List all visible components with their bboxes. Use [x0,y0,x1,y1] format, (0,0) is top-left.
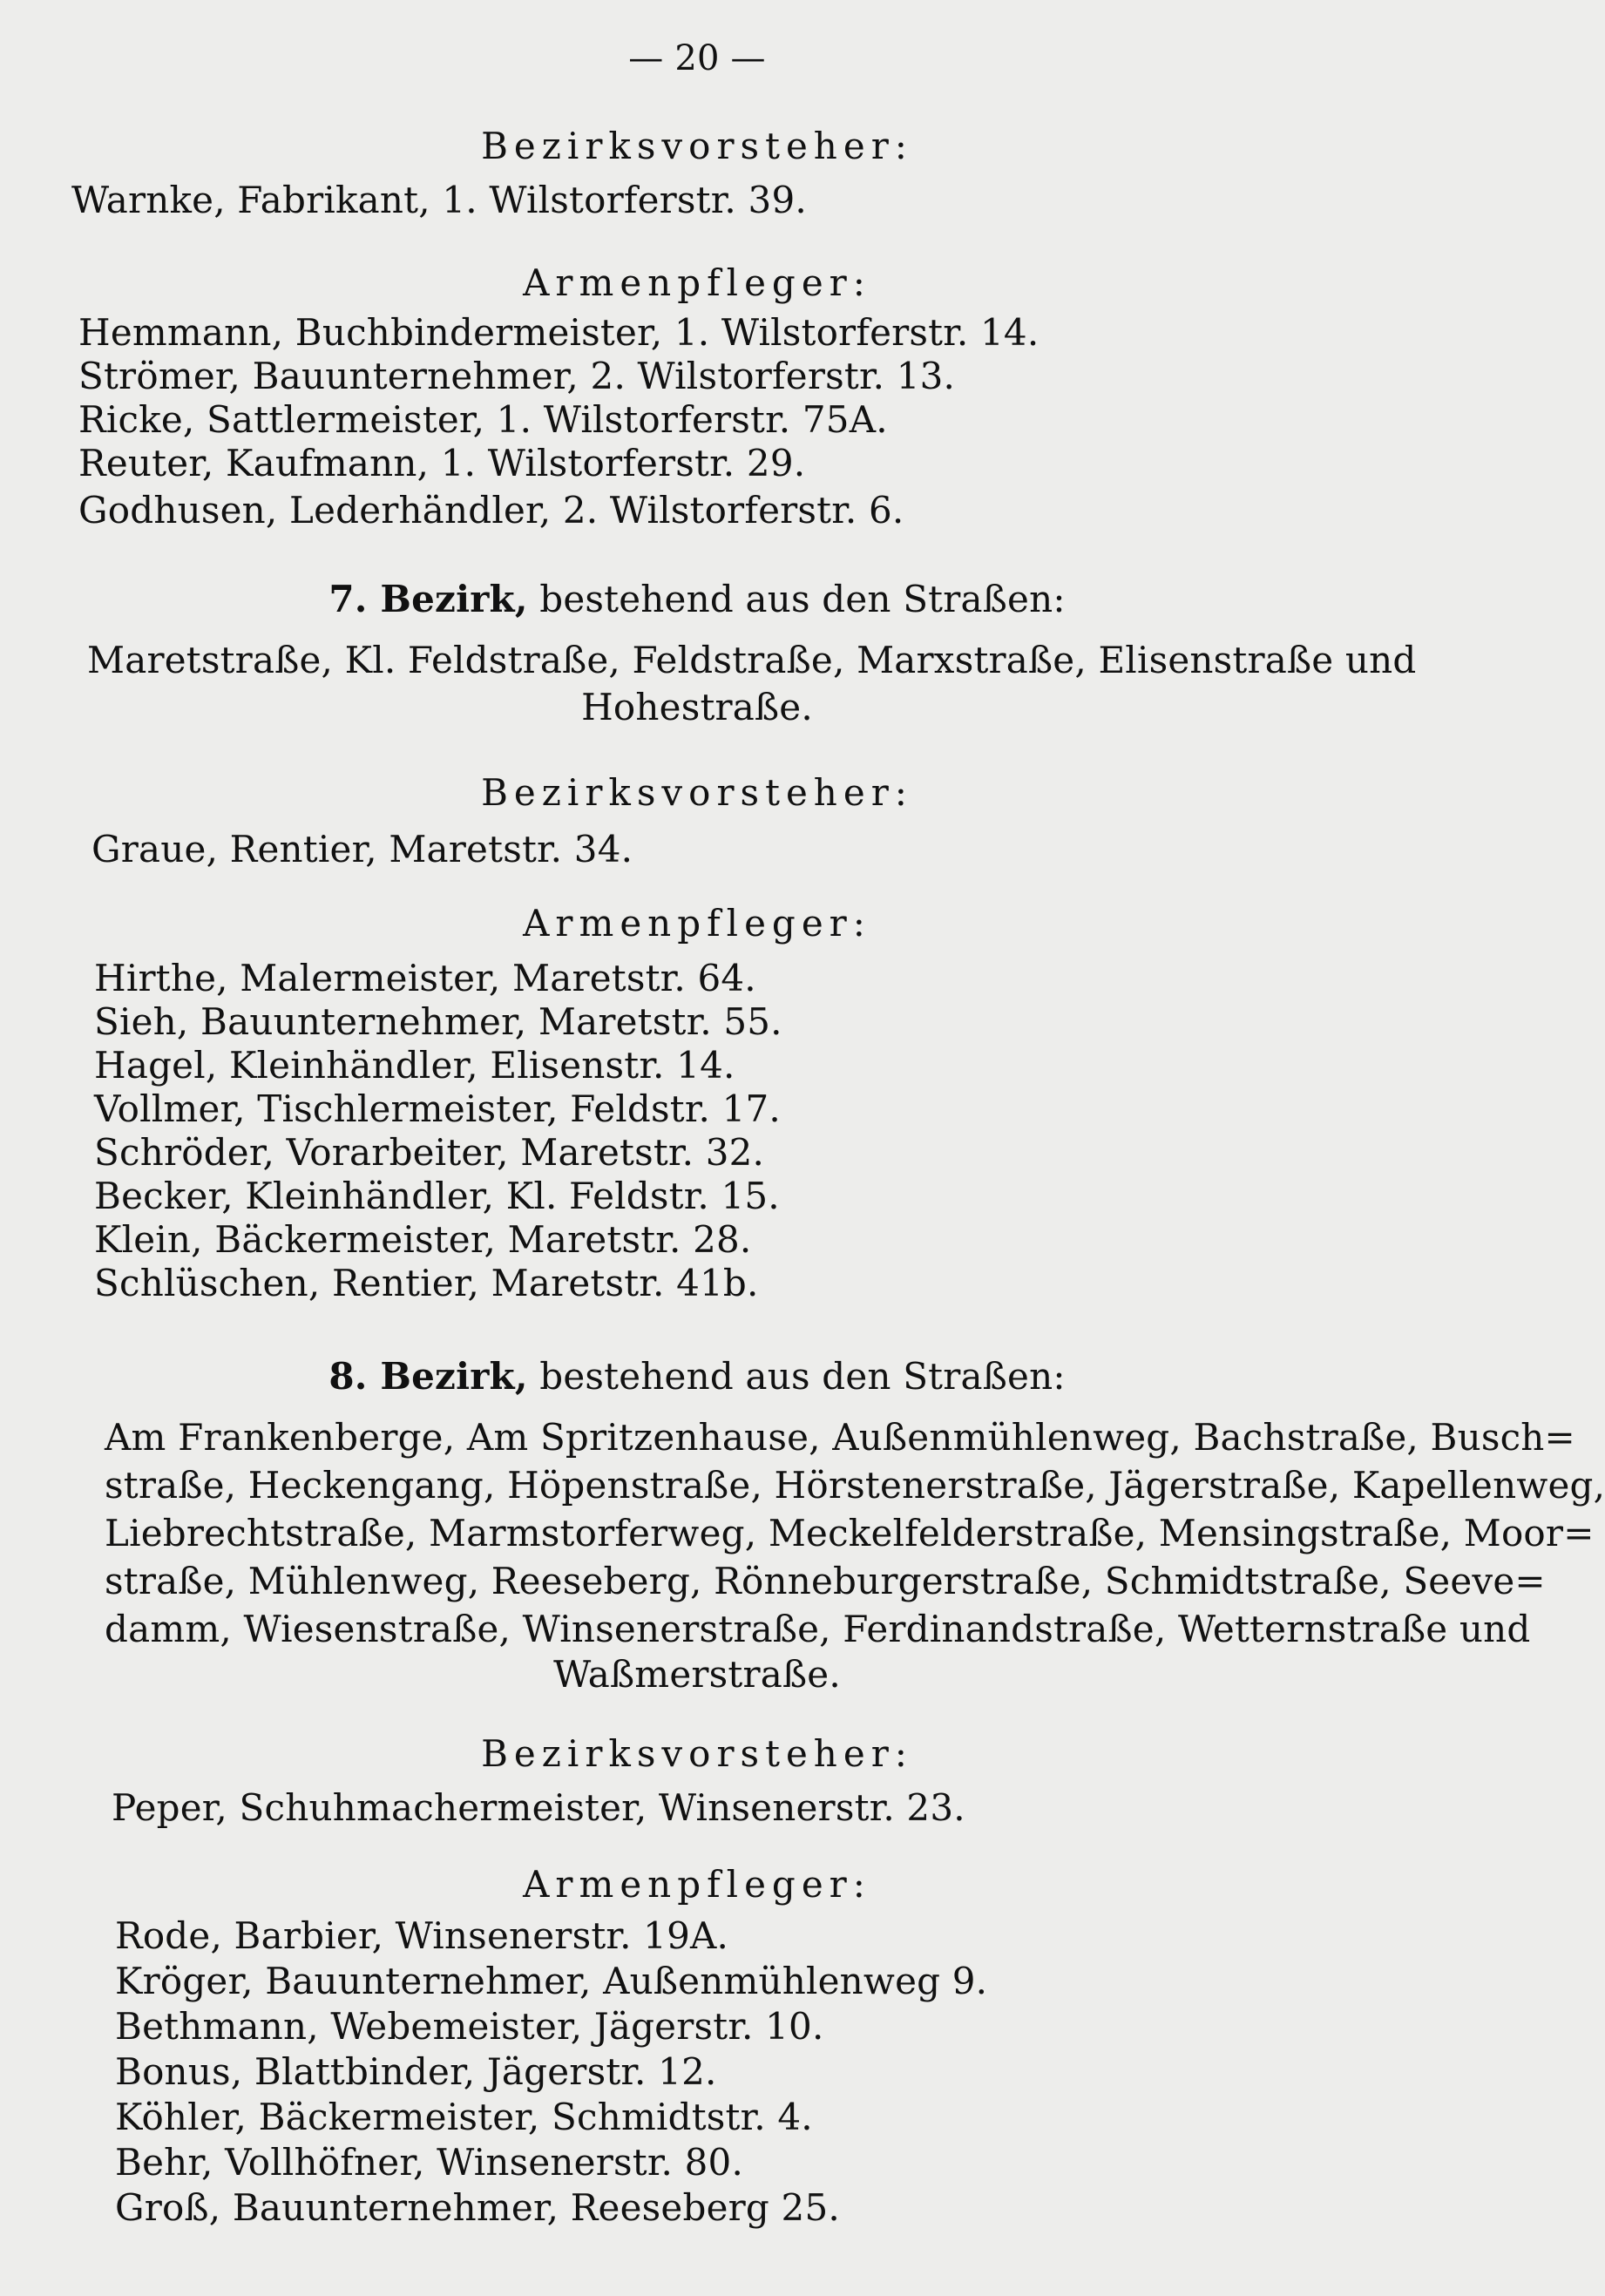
armenpfleger-entry: Godhusen, Lederhändler, 2. Wilstorferstr. 6. [78,489,904,532]
armenpfleger-entry: Vollmer, Tischlermeister, Feldstr. 17. [94,1087,781,1130]
armenpfleger-entry: Groß, Bauunternehmer, Reeseberg 25. [115,2186,840,2229]
bezirk-8-heading-rest: bestehend aus den Straßen: [527,1355,1066,1398]
bezirksvorsteher-heading: Bezirksvorsteher: [481,771,913,814]
bezirk-8-number: 8. Bezirk, [328,1355,528,1398]
armenpfleger-entry: Kröger, Bauunternehmer, Außenmühlenweg 9. [115,1960,988,2002]
bezirksvorsteher-heading: Bezirksvorsteher: [481,125,913,167]
page-number: — 20 — [628,38,766,78]
armenpfleger-entry: Hirthe, Malermeister, Maretstr. 64. [94,957,756,999]
armenpfleger-entry: Bethmann, Webemeister, Jägerstr. 10. [115,2005,824,2048]
armenpfleger-heading: Armenpfleger: [523,902,871,945]
bezirksvorsteher-heading: Bezirksvorsteher: [481,1732,913,1775]
armenpfleger-entry: Rode, Barbier, Winsenerstr. 19A. [115,1914,729,1957]
armenpfleger-heading: Armenpfleger: [523,1863,871,1906]
armenpfleger-entry: Hagel, Kleinhändler, Elisenstr. 14. [94,1044,735,1087]
armenpfleger-entry: Sieh, Bauunternehmer, Maretstr. 55. [94,1000,782,1043]
bezirk-8-streets: Liebrechtstraße, Marmstorferweg, Meckelfelderstraße, Mensingstraße, Moor= [105,1512,1595,1554]
bezirk-8-streets: damm, Wiesenstraße, Winsenerstraße, Ferdinandstraße, Wetternstraße und [105,1608,1531,1650]
armenpfleger-entry: Bonus, Blattbinder, Jägerstr. 12. [115,2050,717,2093]
armenpfleger-entry: Köhler, Bäckermeister, Schmidtstr. 4. [115,2096,813,2138]
bezirksvorsteher-entry: Graue, Rentier, Maretstr. 34. [91,828,633,870]
armenpfleger-entry: Reuter, Kaufmann, 1. Wilstorferstr. 29. [78,442,806,484]
armenpfleger-entry: Schröder, Vorarbeiter, Maretstr. 32. [94,1131,765,1174]
armenpfleger-entry: Schlüschen, Rentier, Maretstr. 41b. [94,1262,759,1304]
bezirk-7-heading-rest: bestehend aus den Straßen: [527,578,1066,620]
armenpfleger-entry: Becker, Kleinhändler, Kl. Feldstr. 15. [94,1175,780,1217]
bezirk-8-heading [0,1355,1394,1399]
bezirksvorsteher-entry: Warnke, Fabrikant, 1. Wilstorferstr. 39. [71,179,807,221]
armenpfleger-entry: Hemmann, Buchbindermeister, 1. Wilstorferstr. 14. [78,311,1040,354]
armenpfleger-entry: Ricke, Sattlermeister, 1. Wilstorferstr. 75A. [78,398,888,441]
bezirk-7-streets: Hohestraße. [581,686,813,728]
armenpfleger-heading: Armenpfleger: [523,261,871,304]
bezirksvorsteher-entry: Peper, Schuhmachermeister, Winsenerstr. 23. [112,1786,965,1829]
bezirk-7-heading [0,578,1394,621]
bezirk-7-number: 7. Bezirk, [328,578,528,620]
bezirk-8-streets: straße, Heckengang, Höpenstraße, Hörstenerstraße, Jägerstraße, Kapellenweg, [105,1464,1605,1507]
bezirk-8-streets: Waßmerstraße. [553,1653,841,1696]
bezirk-8-streets: straße, Mühlenweg, Reeseberg, Rönneburgerstraße, Schmidtstraße, Seeve= [105,1560,1546,1602]
bezirk-7-streets: Maretstraße, Kl. Feldstraße, Feldstraße, Marxstraße, Elisenstraße und [87,639,1417,681]
armenpfleger-entry: Klein, Bäckermeister, Maretstr. 28. [94,1218,752,1261]
armenpfleger-entry: Strömer, Bauunternehmer, 2. Wilstorferstr. 13. [78,355,956,397]
armenpfleger-entry: Behr, Vollhöfner, Winsenerstr. 80. [115,2141,744,2184]
bezirk-8-streets: Am Frankenberge, Am Spritzenhause, Außenmühlenweg, Bachstraße, Busch= [105,1416,1575,1459]
